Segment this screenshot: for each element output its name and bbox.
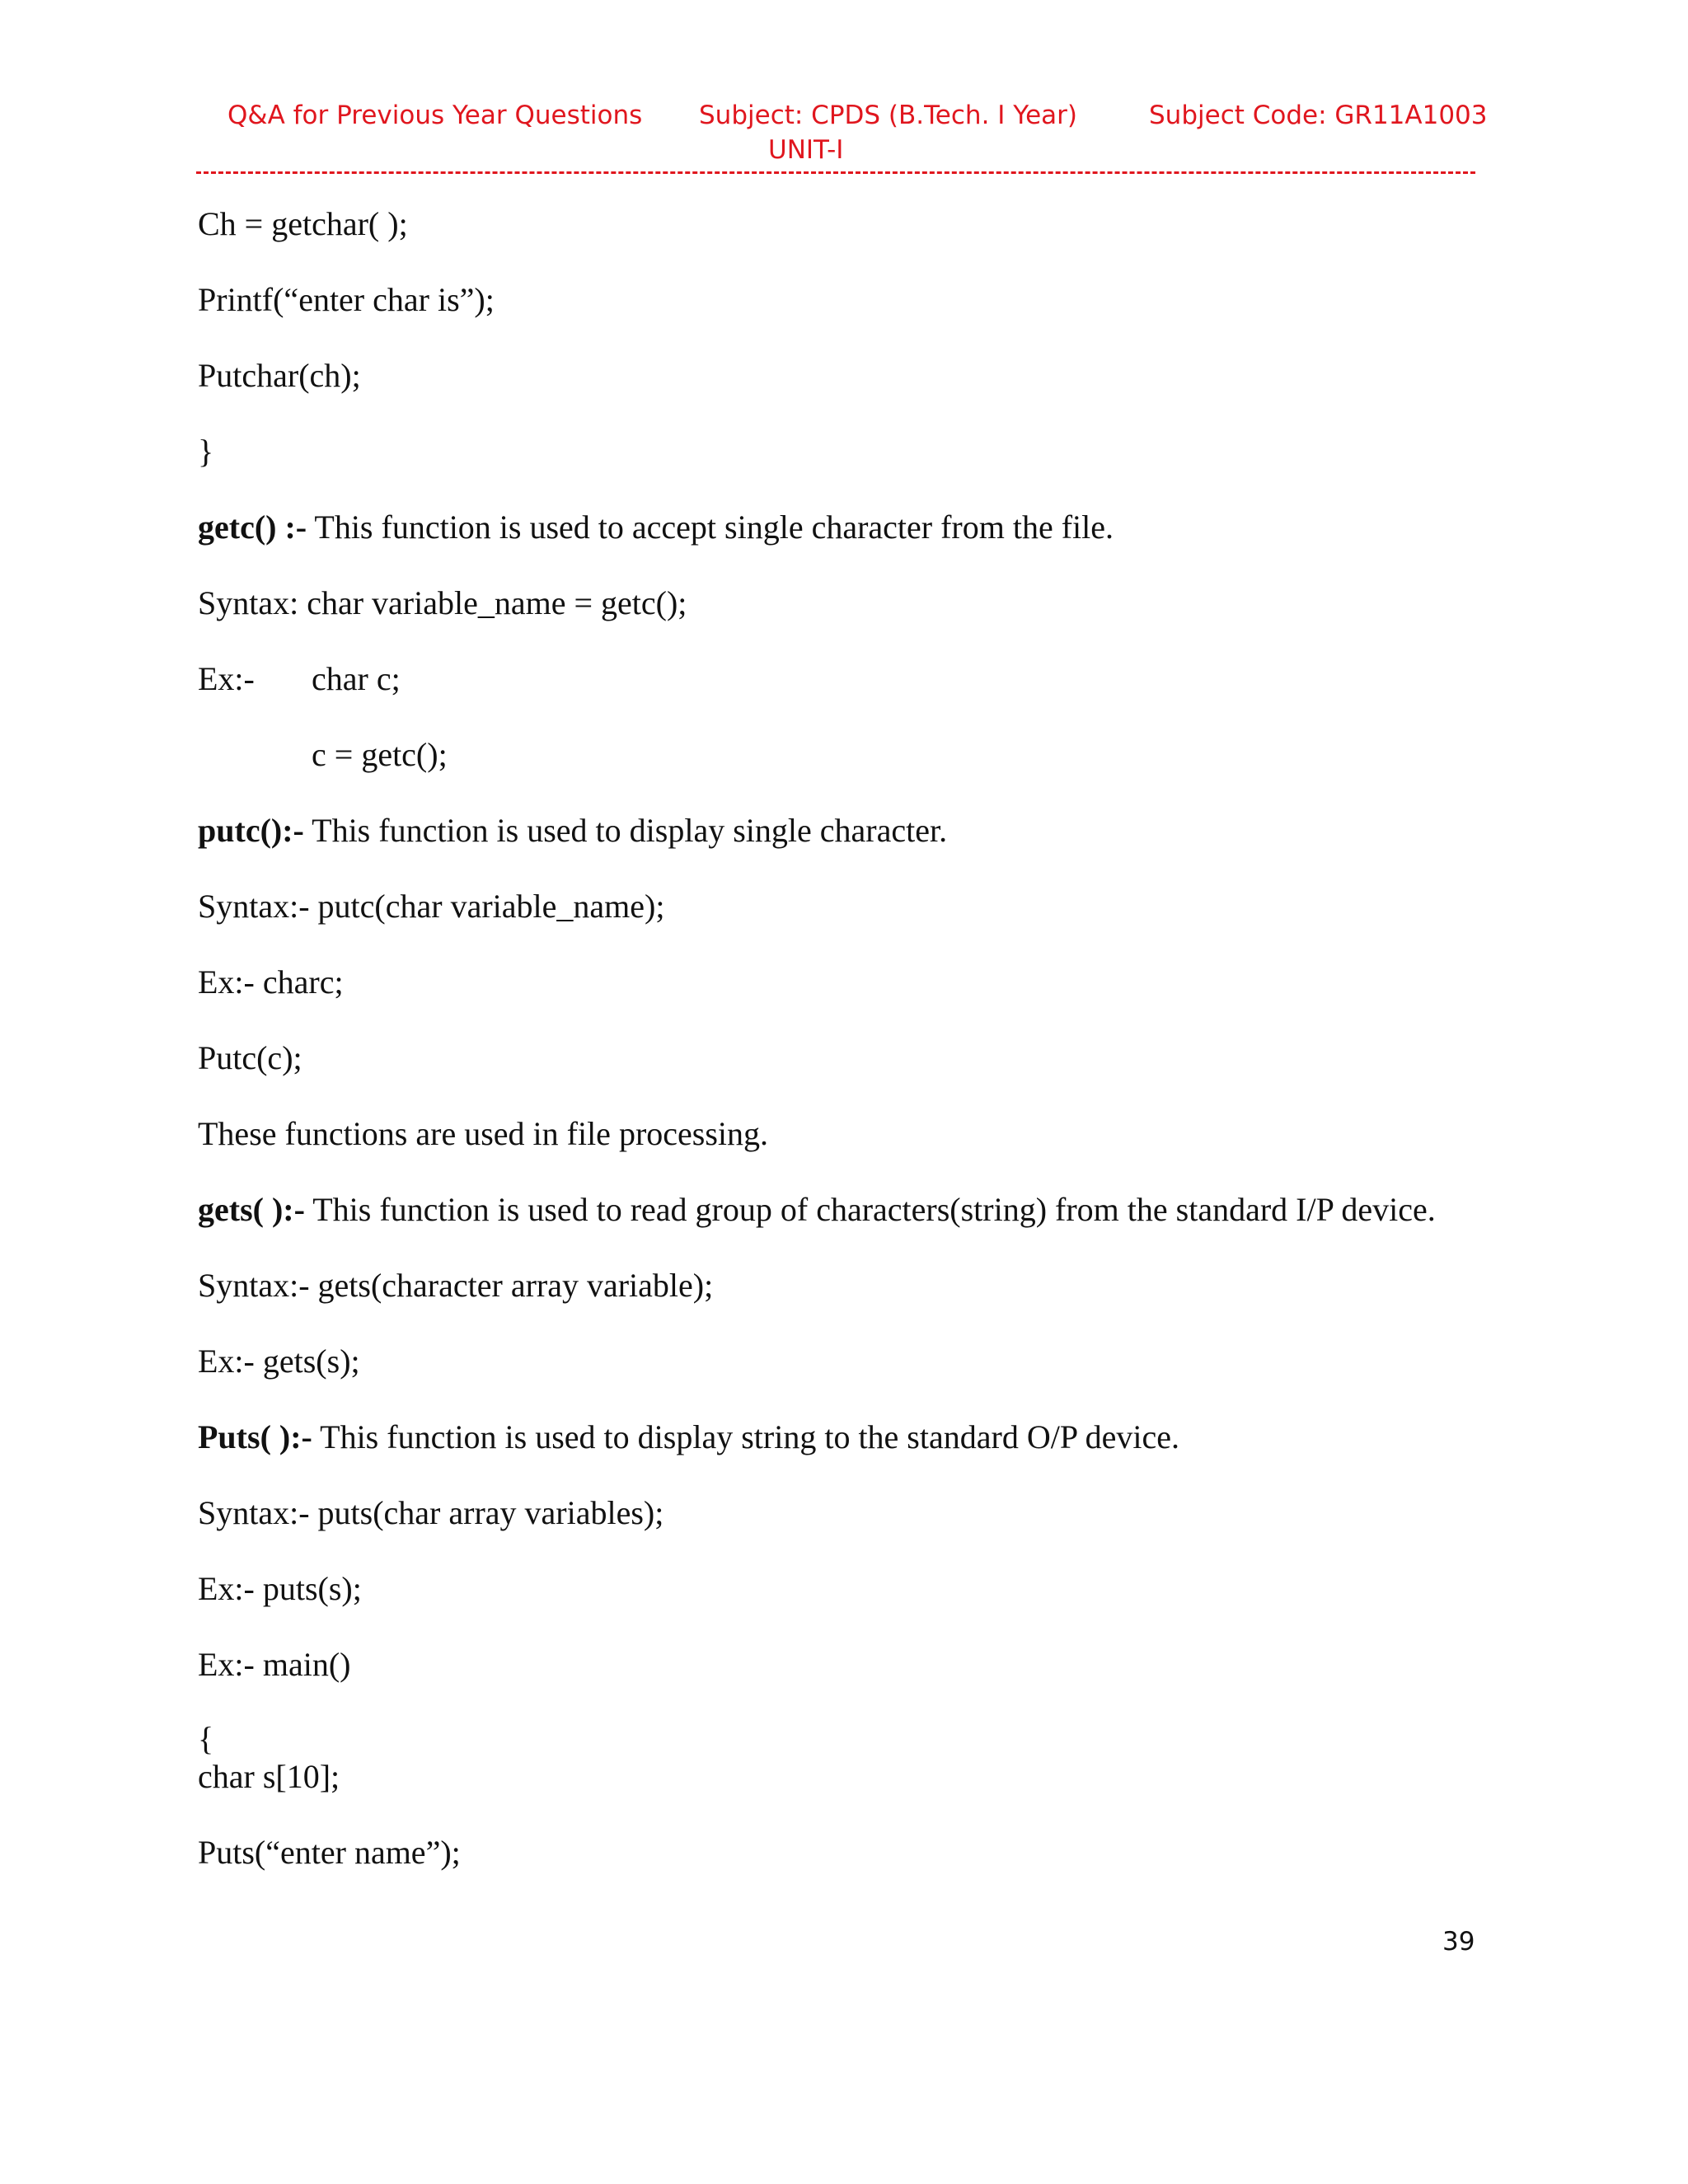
code-line: Ch = getchar( );: [198, 205, 408, 242]
getc-syntax: Syntax: char variable_name = getc();: [198, 584, 687, 621]
putc-example-line: Putc(c);: [198, 1039, 302, 1076]
header-divider: [196, 171, 1475, 174]
gets-example: Ex:- gets(s);: [198, 1343, 360, 1380]
header-subject-code: Subject Code: GR11A1003: [1149, 101, 1488, 130]
definition-text: This function is used to display single character.: [303, 812, 948, 849]
code-line: Putchar(ch);: [198, 357, 361, 394]
term-putc: putc():-: [198, 812, 304, 849]
definition-text: This function is used to read group of characters(string) from the standard I/P device.: [304, 1191, 1436, 1228]
term-gets: gets( ):-: [198, 1191, 305, 1228]
putc-definition: [198, 809, 947, 852]
definition-text: This function is used to accept single character from the file.: [307, 509, 1114, 546]
puts-example: Ex:- puts(s);: [198, 1570, 362, 1607]
code-line: char s[10];: [198, 1758, 340, 1795]
putc-syntax: Syntax:- putc(char variable_name);: [198, 888, 665, 925]
header-unit: UNIT-I: [768, 135, 844, 165]
code-line: Printf(“enter char is”);: [198, 281, 495, 318]
header-subject: Subject: CPDS (B.Tech. I Year): [699, 101, 1078, 130]
code-line: }: [198, 433, 214, 470]
gets-syntax: Syntax:- gets(character array variable);: [198, 1267, 714, 1304]
code-line: Puts(“enter name”);: [198, 1834, 461, 1871]
term-getc: getc() :-: [198, 509, 307, 546]
puts-definition: [198, 1416, 1179, 1459]
code-line: {: [198, 1720, 214, 1757]
term-puts: Puts( ):-: [198, 1418, 312, 1455]
getc-example-label: Ex:-: [198, 660, 255, 697]
putc-example-line: Ex:- charc;: [198, 963, 344, 1001]
header-left-title: Q&A for Previous Year Questions: [227, 101, 643, 130]
getc-example-line: c = getc();: [312, 736, 448, 773]
file-processing-note: These functions are used in file processing.: [198, 1115, 769, 1152]
main-example: Ex:- main(): [198, 1646, 351, 1683]
page-number: 39: [1442, 1927, 1475, 1957]
definition-text: This function is used to display string to the standard O/P device.: [312, 1418, 1179, 1455]
puts-syntax: Syntax:- puts(char array variables);: [198, 1494, 664, 1531]
getc-example-line: char c;: [312, 660, 401, 697]
gets-definition: [198, 1188, 1436, 1231]
getc-definition: [198, 506, 1114, 549]
